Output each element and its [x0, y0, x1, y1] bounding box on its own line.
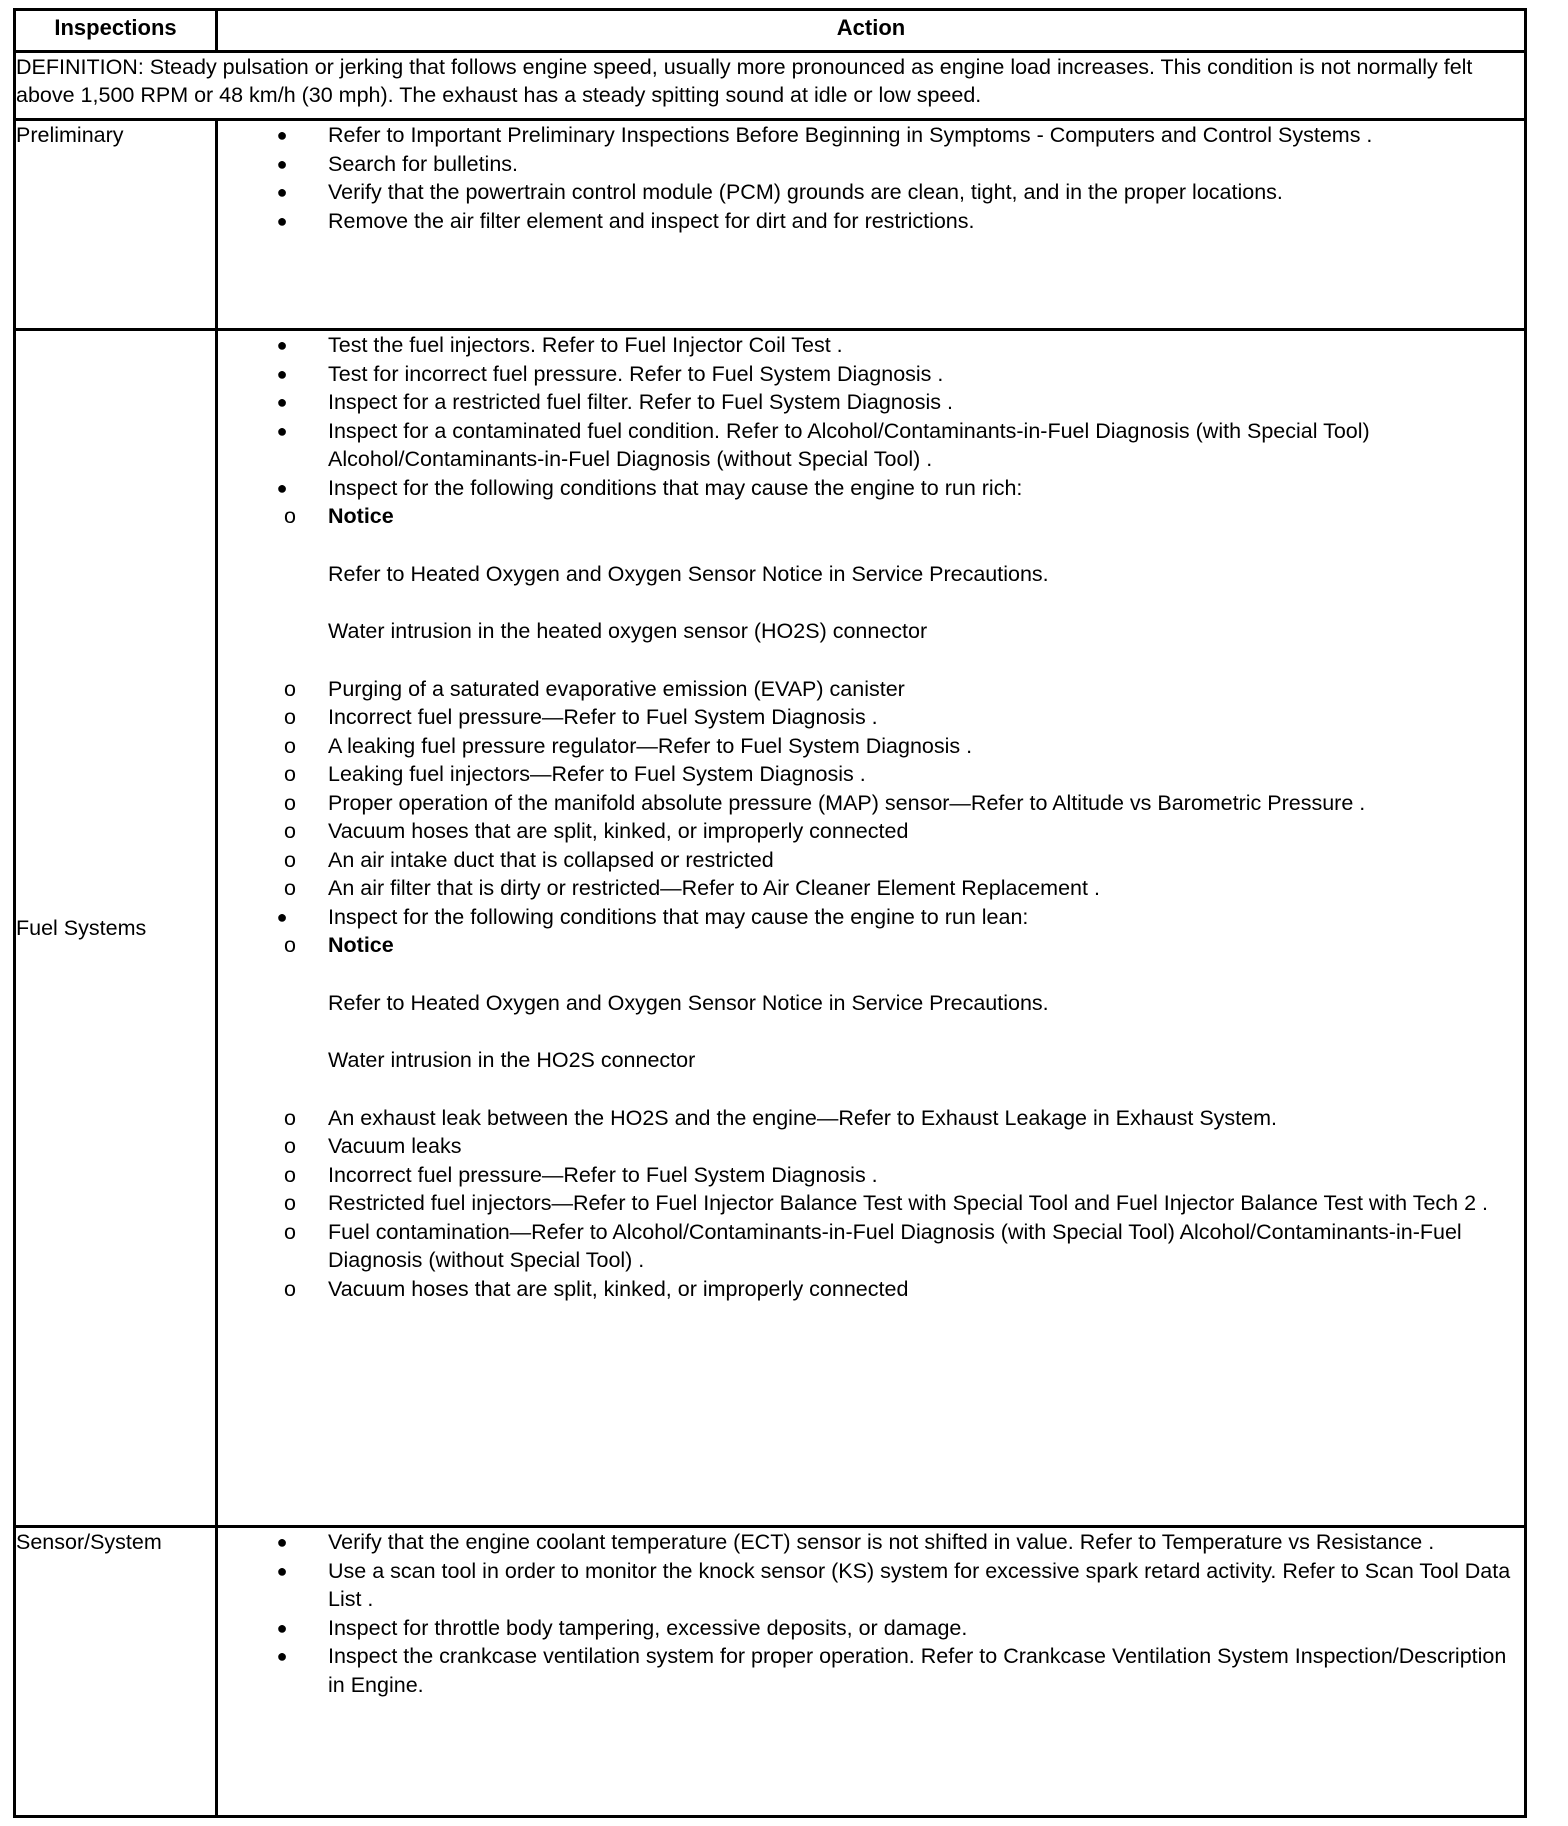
- sensor-list: [218, 1528, 1524, 1699]
- circle-bullet-icon: o: [284, 876, 296, 900]
- diagnostic-table-sheet: [13, 8, 1527, 1818]
- circle-bullet-icon: o: [284, 733, 296, 758]
- header-row: [15, 10, 1526, 52]
- list-item: ● Test the fuel injectors. Refer to Fuel Injector Coil Test .: [218, 331, 1524, 360]
- list-item: ● Inspect for the following conditions that may cause the engine to run rich: o Notice Refer to Heated Oxygen and Oxygen Sensor Notice in Service Precautions. Water intrusion in the heated oxygen sensor (HO2S) connector o Purging of a saturated evaporative emission (EVAP) canister o Incorrect fuel pressure—Refer to Fuel System Diagnosis . o A leaking fuel pressure regulator—Refer to Fuel System Diagnosis . o Leaking fuel injectors—Refer to Fuel System Diagnosis . o Proper operation of the manifold absolute pressure (MAP) sensor—Refer to Altitude vs Barometric Pressure . o Vacuum hoses that are split, kinked, or improperly connected o An air intake duct that is collapsed or restricted o An air filter that is dirty or restricted—Refer to Air Cleaner Element Replacement .: [218, 474, 1524, 903]
- label-sensor-system: Sensor/System: [15, 1527, 217, 1817]
- action-fuel-systems: [217, 330, 1526, 1527]
- bullet-icon: ●: [276, 125, 288, 145]
- circle-bullet-icon: o: [284, 1191, 296, 1215]
- notice-title: Notice: [328, 933, 394, 957]
- list-item: o Fuel contamination—Refer to Alcohol/Contaminants-in-Fuel Diagnosis (with Special Tool) Alcohol/Contaminants-in-Fuel Diagnosis (without Special Tool) .: [228, 1218, 1524, 1275]
- row-sensor-system: [15, 1527, 1526, 1817]
- bullet-icon: ●: [276, 182, 288, 202]
- lean-conditions-list: [284, 931, 1524, 1303]
- list-item: o A leaking fuel pressure regulator—Refer to Fuel System Diagnosis .: [228, 732, 1524, 761]
- diagnostic-table: [13, 8, 1527, 1818]
- list-item: o An air filter that is dirty or restricted—Refer to Air Cleaner Element Replacement .: [228, 874, 1524, 903]
- definition-row: [15, 52, 1526, 120]
- notice-item: [228, 502, 1524, 646]
- list-item: o An air intake duct that is collapsed or restricted: [228, 846, 1524, 875]
- action-preliminary: [217, 120, 1526, 330]
- list-item: ● Inspect for throttle body tampering, excessive deposits, or damage.: [218, 1614, 1524, 1643]
- list-item: ● Test for incorrect fuel pressure. Refer to Fuel System Diagnosis .: [218, 360, 1524, 389]
- circle-bullet-icon: o: [284, 847, 296, 872]
- list-item: ● Inspect for a restricted fuel filter. Refer to Fuel System Diagnosis .: [218, 388, 1524, 417]
- list-item: ● Inspect for the following conditions that may cause the engine to run lean: o Notice Refer to Heated Oxygen and Oxygen Sensor Notice in Service Precautions. Water intrusion in the HO2S connector o An exhaust leak between the HO2S and the engine—Refer to Exhaust Leakage in Exhaust System. o Vacuum leaks o Incorrect fuel pressure—Refer to Fuel System Diagnosis . o Restricted fuel injectors—Refer to Fuel Injector Balance Test with Special Tool and Fuel Injector Balance Test with Tech 2 . o Fuel contamination—Refer to Alcohol/Contaminants-in-Fuel Diagnosis (with Special Tool) Alcohol/Contaminants-in-Fuel Diagnosis (without Special Tool) . o Vacuum hoses that are split, kinked, or improperly connected: [218, 903, 1524, 1304]
- bullet-icon: ●: [276, 363, 288, 384]
- notice-block: [328, 502, 1524, 646]
- bullet-icon: ●: [276, 1617, 288, 1638]
- circle-bullet-icon: o: [284, 1134, 296, 1158]
- list-item: o Vacuum hoses that are split, kinked, or improperly connected: [228, 817, 1524, 846]
- notice-text: Refer to Heated Oxygen and Oxygen Sensor Notice in Service Precautions.: [328, 990, 1049, 1015]
- list-item: ● Inspect the crankcase ventilation system for proper operation. Refer to Crankcase Ventilation System Inspection/Description in Engine.: [218, 1642, 1524, 1699]
- list-item: ● Verify that the powertrain control module (PCM) grounds are clean, tight, and in the proper locations.: [218, 178, 1524, 207]
- list-item: o Incorrect fuel pressure—Refer to Fuel System Diagnosis .: [228, 1161, 1524, 1190]
- notice-title: Notice: [328, 504, 394, 528]
- bullet-icon: ●: [276, 153, 288, 174]
- row-fuel-systems: [15, 330, 1526, 1527]
- circle-bullet-icon: o: [284, 1219, 296, 1244]
- notice-detail: Water intrusion in the heated oxygen sensor (HO2S) connector: [328, 619, 928, 643]
- bullet-icon: ●: [276, 335, 288, 355]
- rich-conditions-list: [284, 502, 1524, 903]
- bullet-icon: ●: [276, 392, 288, 412]
- bullet-icon: ●: [276, 1560, 288, 1581]
- list-item: o Leaking fuel injectors—Refer to Fuel System Diagnosis .: [228, 760, 1524, 789]
- circle-bullet-icon: o: [284, 504, 296, 528]
- circle-bullet-icon: o: [284, 676, 296, 701]
- list-item: ● Refer to Important Preliminary Inspections Before Beginning in Symptoms - Computers and Control Systems .: [218, 121, 1524, 150]
- fuel-list: [218, 331, 1524, 1303]
- list-item: o Purging of a saturated evaporative emission (EVAP) canister: [228, 675, 1524, 704]
- list-item: ● Remove the air filter element and inspect for dirt and for restrictions.: [218, 207, 1524, 236]
- bullet-icon: ●: [276, 420, 288, 441]
- label-preliminary: Preliminary: [15, 120, 217, 330]
- list-item: ● Inspect for a contaminated fuel condition. Refer to Alcohol/Contaminants-in-Fuel Diagnosis (with Special Tool) Alcohol/Contaminants-in-Fuel Diagnosis (without Special Tool) .: [218, 417, 1524, 474]
- notice-item: [228, 931, 1524, 1075]
- bullet-icon: ●: [276, 906, 288, 927]
- bullet-icon: ●: [276, 1532, 288, 1552]
- bullet-icon: ●: [276, 210, 288, 231]
- circle-bullet-icon: o: [284, 1162, 296, 1187]
- label-fuel-systems: Fuel Systems: [15, 330, 217, 1527]
- list-item: o An exhaust leak between the HO2S and the engine—Refer to Exhaust Leakage in Exhaust System.: [228, 1104, 1524, 1133]
- action-sensor-system: [217, 1527, 1526, 1817]
- circle-bullet-icon: o: [284, 790, 296, 815]
- list-item: o Vacuum leaks: [228, 1132, 1524, 1161]
- circle-bullet-icon: o: [284, 819, 296, 843]
- header-action: Action: [217, 10, 1526, 52]
- notice-block: [328, 931, 1524, 1075]
- bullet-icon: ●: [276, 1646, 288, 1666]
- list-item: o Incorrect fuel pressure—Refer to Fuel System Diagnosis .: [228, 703, 1524, 732]
- circle-bullet-icon: o: [284, 762, 296, 786]
- list-item: ● Verify that the engine coolant temperature (ECT) sensor is not shifted in value. Refer to Temperature vs Resistance .: [218, 1528, 1524, 1557]
- circle-bullet-icon: o: [284, 1105, 296, 1130]
- preliminary-list: [218, 121, 1524, 235]
- list-item: o Proper operation of the manifold absolute pressure (MAP) sensor—Refer to Altitude vs Barometric Pressure .: [228, 789, 1524, 818]
- notice-detail: Water intrusion in the HO2S connector: [328, 1048, 696, 1072]
- header-inspections: Inspections: [15, 10, 217, 52]
- row-preliminary: [15, 120, 1526, 330]
- circle-bullet-icon: o: [284, 1276, 296, 1301]
- circle-bullet-icon: o: [284, 933, 296, 957]
- list-item: ● Search for bulletins.: [218, 150, 1524, 179]
- definition-text: DEFINITION: Steady pulsation or jerking that follows engine speed, usually more pronounced as engine load increases. This condition is not normally felt above 1,500 RPM or 48 km/h (30 mph). The exhaust has a steady spitting sound at idle or low speed.: [15, 52, 1526, 120]
- list-item: o Restricted fuel injectors—Refer to Fuel Injector Balance Test with Special Tool and Fuel Injector Balance Test with Tech 2 .: [228, 1189, 1524, 1218]
- list-item: o Vacuum hoses that are split, kinked, or improperly connected: [228, 1275, 1524, 1304]
- circle-bullet-icon: o: [284, 705, 296, 729]
- list-item: ● Use a scan tool in order to monitor the knock sensor (KS) system for excessive spark retard activity. Refer to Scan Tool Data List .: [218, 1557, 1524, 1614]
- notice-text: Refer to Heated Oxygen and Oxygen Sensor Notice in Service Precautions.: [328, 561, 1049, 586]
- bullet-icon: ●: [276, 477, 288, 498]
